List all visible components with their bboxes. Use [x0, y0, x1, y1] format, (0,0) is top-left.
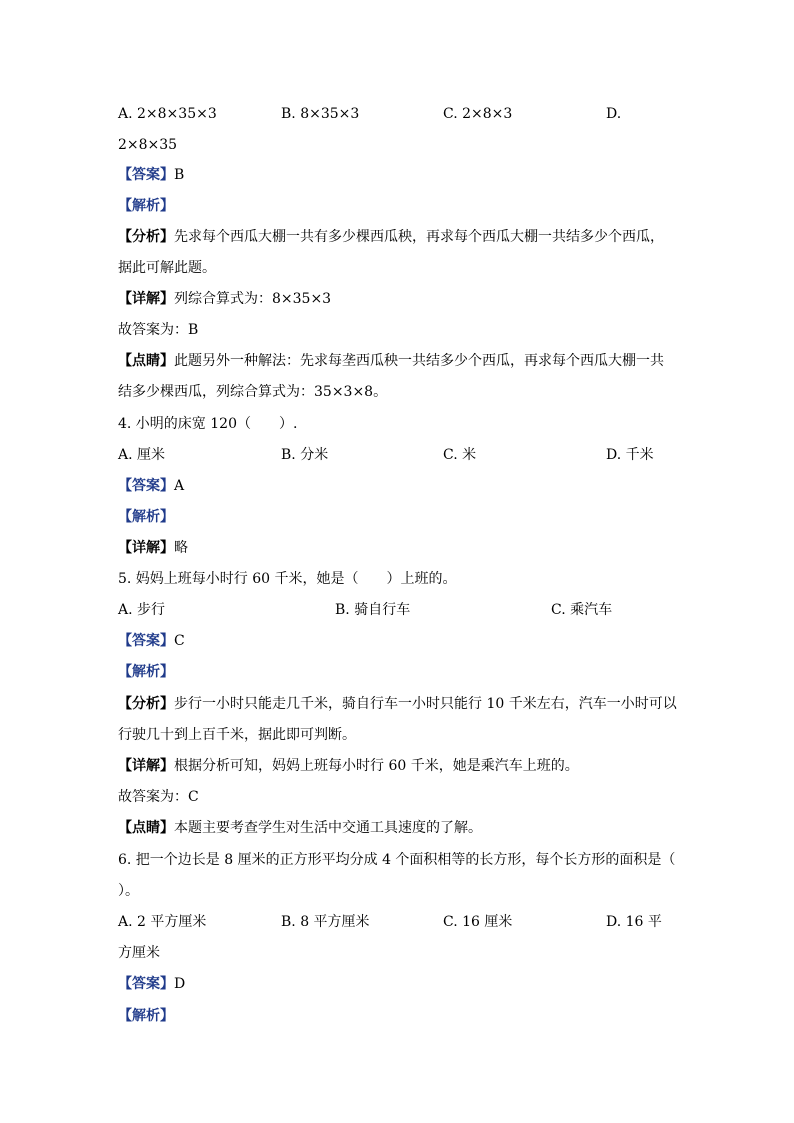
- q5-option-a: A. 步行: [118, 602, 166, 618]
- q4-option-b: B. 分米: [281, 447, 329, 463]
- q3-fenxi-cont: 据此可解此题。: [118, 260, 216, 276]
- q4-xiangjie: [118, 538, 188, 558]
- q5-stem: 5. 妈妈上班每小时行 60 千米，她是（ ）上班的。: [118, 571, 457, 587]
- q3-analysis-heading: [118, 196, 174, 216]
- dianjing-label: 【点睛】: [118, 353, 174, 369]
- q6-stem-cont: ）。: [118, 883, 139, 899]
- q4-option-d: D. 千米: [606, 447, 654, 463]
- q6-analysis-heading: [118, 1006, 174, 1026]
- q5-option-b: B. 骑自行车: [335, 602, 411, 618]
- q4-answer: [118, 476, 184, 496]
- q3-option-d-wrap: 2×8×35: [118, 137, 178, 153]
- analysis-label: 【解析】: [118, 198, 174, 214]
- xiangjie-text: 略: [174, 540, 188, 556]
- xiangjie-label: 【详解】: [118, 291, 174, 307]
- q5-analysis-heading: [118, 662, 174, 682]
- q5-fenxi: [118, 694, 677, 714]
- q4-option-c: C. 米: [443, 447, 477, 463]
- dianjing-label: 【点睛】: [118, 820, 174, 836]
- q3-answer: [118, 165, 184, 185]
- fenxi-text: 步行一小时只能走几千米，骑自行车一小时只能行 10 千米左右，汽车一小时可以: [174, 696, 677, 712]
- answer-label: 【答案】: [118, 633, 174, 649]
- xiangjie-text: 列综合算式为：8×35×3: [174, 291, 332, 307]
- q5-fenxi-cont: 行驶几十到上百千米，据此即可判断。: [118, 727, 356, 743]
- q5-conclusion: 故答案为：C: [118, 789, 199, 805]
- q3-option-a: A. 2×8×35×3: [118, 106, 217, 122]
- q5-dianjing: [118, 818, 482, 838]
- q5-option-c: C. 乘汽车: [551, 602, 613, 618]
- q3-conclusion: 故答案为：B: [118, 322, 199, 338]
- q4-stem: 4. 小明的床宽 120（ ）.: [118, 416, 298, 432]
- dianjing-text: 本题主要考查学生对生活中交通工具速度的了解。: [174, 820, 482, 836]
- q6-answer: [118, 974, 185, 994]
- q3-option-c: C. 2×8×3: [443, 106, 513, 122]
- q6-option-d-wrap: 方厘米: [118, 945, 160, 961]
- q5-xiangjie: [118, 756, 579, 776]
- fenxi-text: 先求每个西瓜大棚一共有多少棵西瓜秧，再求每个西瓜大棚一共结多少个西瓜，: [174, 229, 664, 245]
- xiangjie-label: 【详解】: [118, 540, 174, 556]
- q4-option-a: A. 厘米: [118, 447, 166, 463]
- q3-fenxi: [118, 227, 664, 247]
- q6-option-c: C. 16 厘米: [443, 914, 513, 930]
- fenxi-label: 【分析】: [118, 696, 174, 712]
- dianjing-text: 此题另外一种解法：先求每垄西瓜秧一共结多少个西瓜，再求每个西瓜大棚一共: [174, 353, 664, 369]
- q3-option-b: B. 8×35×3: [281, 106, 360, 122]
- analysis-label: 【解析】: [118, 509, 174, 525]
- answer-value: C: [174, 633, 185, 649]
- analysis-label: 【解析】: [118, 1008, 174, 1024]
- q3-xiangjie: [118, 289, 331, 309]
- q6-stem: 6. 把一个边长是 8 厘米的正方形平均分成 4 个面积相等的长方形，每个长方形的面积是（: [118, 852, 676, 868]
- q6-option-d: D. 16 平: [606, 914, 662, 930]
- q6-option-b: B. 8 平方厘米: [281, 914, 370, 930]
- xiangjie-text: 根据分析可知，妈妈上班每小时行 60 千米，她是乘汽车上班的。: [174, 758, 579, 774]
- q6-option-a: A. 2 平方厘米: [118, 914, 207, 930]
- answer-label: 【答案】: [118, 976, 174, 992]
- analysis-label: 【解析】: [118, 664, 174, 680]
- answer-label: 【答案】: [118, 478, 174, 494]
- q3-option-d: D.: [606, 106, 622, 122]
- answer-value: A: [174, 478, 185, 494]
- answer-value: D: [174, 976, 186, 992]
- answer-value: B: [174, 167, 185, 183]
- q3-dianjing: [118, 351, 664, 371]
- fenxi-label: 【分析】: [118, 229, 174, 245]
- q3-dianjing-cont: 结多少棵西瓜，列综合算式为：35×3×8。: [118, 384, 388, 400]
- answer-label: 【答案】: [118, 167, 174, 183]
- q4-analysis-heading: [118, 507, 174, 527]
- xiangjie-label: 【详解】: [118, 758, 174, 774]
- q5-answer: [118, 631, 185, 651]
